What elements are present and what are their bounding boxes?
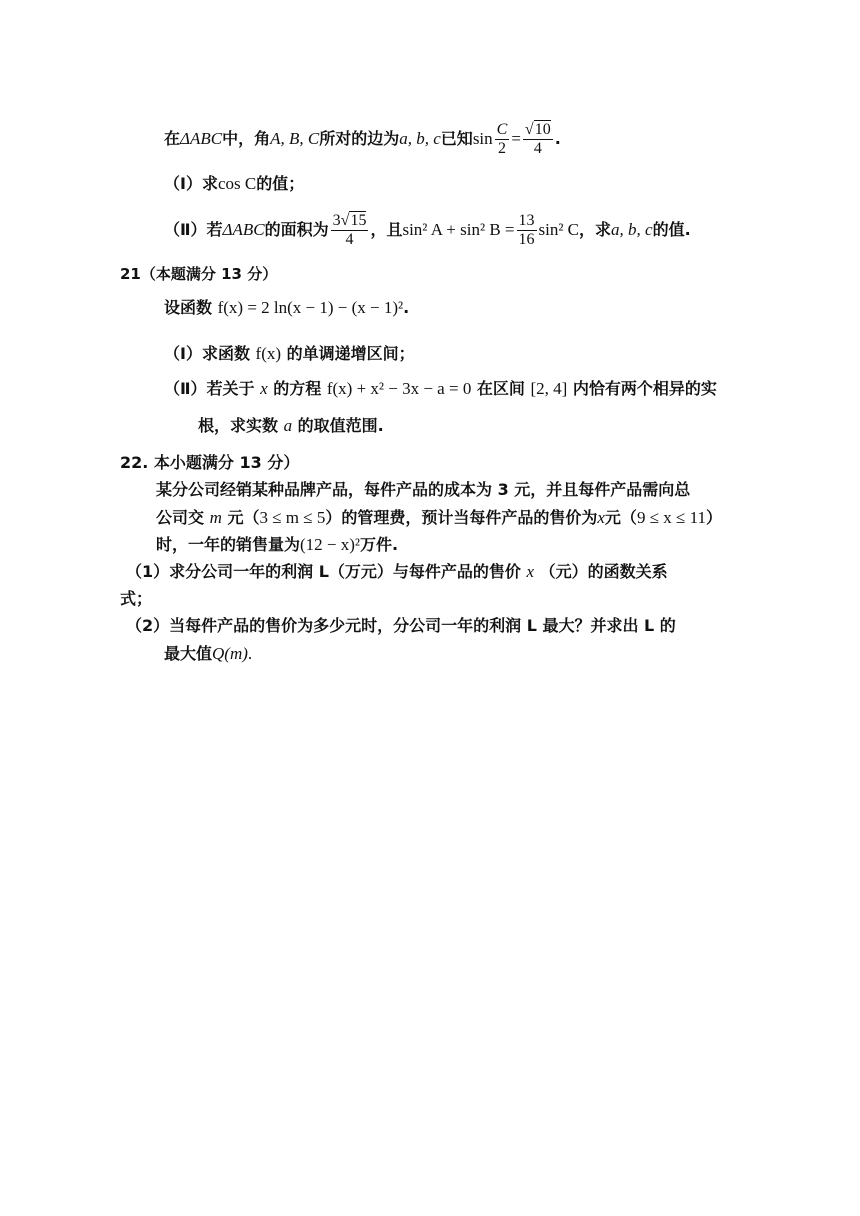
p21-part1-text1: （Ⅰ）求函数 [164, 344, 250, 363]
p21-part2-line1 [164, 379, 717, 399]
p20-sides: a, b, c [399, 129, 441, 148]
p20-intro-mid: 中，角 [222, 129, 271, 148]
p20-part1-tail: 的值； [256, 174, 305, 193]
p21-setup-line [164, 298, 409, 318]
p22-q2-line2 [164, 644, 252, 664]
p22-line3-math: (12 − x)² [300, 535, 361, 554]
p21-part2-text4: 内恰有两个相异的实 [572, 379, 717, 398]
p20-part1-label: （Ⅰ）求 [164, 174, 218, 193]
p22-line2c: ）的管理费，预计当每件产品的售价为 [325, 508, 598, 527]
p21-part1-math: f(x) [255, 344, 282, 363]
p21-part2-line2b: 的取值范围. [297, 416, 384, 435]
p22-q1-line1 [126, 562, 668, 582]
p20-end: . [554, 129, 561, 148]
p22-line2-range2: 9 ≤ x ≤ 11 [636, 508, 706, 527]
p20-angles: A, B, C [270, 129, 320, 148]
p20-area-coef: 3 [332, 212, 341, 229]
p20-frac-sqrt10-den: 4 [533, 140, 542, 157]
p21-header: 21（本题满分 13 分） [120, 265, 278, 283]
p22-q2-math: Q(m) [212, 644, 248, 663]
p22-line2d: 元（ [604, 508, 637, 527]
p20-part2-sides: a, b, c [611, 220, 653, 239]
p20-frac-c-half-den: 2 [497, 140, 506, 157]
p21-part2-line2a: 根，求实数 [198, 416, 279, 435]
p20-part2-label: （Ⅱ）若 [164, 220, 223, 239]
p22-line3b: 万件. [360, 535, 399, 554]
p22-q2-line1: （2）当每件产品的售价为多少元时，分公司一年的利润 L 最大？并求出 L 的 [126, 616, 676, 635]
p21-function-def: f(x) = 2 ln(x − 1) − (x − 1)² [217, 298, 404, 317]
p20-eq2-frac-den: 16 [518, 231, 535, 248]
p22-line1: 某分公司经销某种品牌产品，每件产品的成本为 3 元，并且每件产品需向总 [156, 480, 691, 499]
p20-intro-line [164, 117, 561, 161]
p21-part2-interval: [2, 4] [530, 379, 568, 398]
p21-part2-text1: （Ⅱ）若关于 [164, 379, 255, 398]
p20-part1-math: cos C [217, 174, 257, 193]
p20-part2-text3: ，求 [579, 220, 612, 239]
p22-q2-line2a: 最大值 [164, 644, 213, 663]
p20-intro-text: 在 [164, 129, 181, 148]
p22-line2-x: x [597, 508, 605, 527]
p20-intro-mid2: 所对的边为 [319, 129, 400, 148]
p20-area-rad: 15 [350, 212, 367, 229]
p20-part2-text2: ，且 [370, 220, 403, 239]
p22-line3a: 时，一年的销售量为 [156, 535, 301, 554]
p22-line2 [156, 508, 722, 528]
p20-eq: = [511, 129, 521, 148]
p22-q2-line2b: . [247, 644, 253, 663]
p20-area-den: 4 [345, 231, 354, 248]
p22-q1a: （1）求分公司一年的利润 L（万元）与每件产品的售价 [126, 562, 521, 581]
p20-area-num: 3√15 [332, 212, 367, 229]
p20-part2-tail: 的值. [652, 220, 691, 239]
p22-q1-line2: 式； [120, 589, 153, 608]
p22-header: 22. 本小题满分 13 分） [120, 453, 300, 472]
p22-q1b: （元）的函数关系 [539, 562, 668, 581]
p20-part2-text1: 的面积为 [264, 220, 329, 239]
p22-line2b: 元（ [227, 508, 260, 527]
p20-eq2-frac [517, 212, 537, 249]
p20-eq2-frac-num: 13 [518, 212, 535, 229]
p21-part1-line [164, 344, 415, 364]
p21-part2-eq: f(x) + x² − 3x − a = 0 [326, 379, 472, 398]
p20-part1-line [164, 174, 304, 194]
p21-part2-line2 [198, 416, 384, 436]
p22-line2-m: m [209, 508, 222, 527]
p20-frac-sqrt10 [523, 121, 553, 158]
p21-part2-x: x [260, 379, 268, 398]
p20-area-frac [331, 212, 369, 249]
p21-part2-a: a [283, 416, 293, 435]
p21-part2-text2: 的方程 [273, 379, 322, 398]
p22-q1-x: x [526, 562, 535, 581]
p20-eq2-right: sin² C [538, 220, 580, 239]
p21-part2-text3: 在区间 [476, 379, 525, 398]
p20-sin: sin [472, 129, 493, 148]
p20-part2-tri: ΔABC [222, 220, 265, 239]
p20-frac-c-half-num: C [496, 121, 508, 138]
p20-intro-mid3: 已知 [440, 129, 473, 148]
p20-triangle: ΔABC [180, 129, 223, 148]
p22-line2e: ） [705, 508, 722, 527]
p20-eq2-left: sin² A + sin² B = [402, 220, 515, 239]
p21-part1-text2: 的单调递增区间； [286, 344, 415, 363]
p22-line3 [156, 535, 398, 555]
p20-sqrt10-rad: 10 [534, 121, 551, 138]
p21-setup-end: . [403, 298, 410, 317]
p21-setup-text: 设函数 [164, 298, 213, 317]
p22-line2a: 公司交 [156, 508, 205, 527]
p22-line2-range: 3 ≤ m ≤ 5 [259, 508, 326, 527]
p20-frac-sqrt10-num: √10 [524, 121, 551, 138]
p20-part2-line [164, 208, 691, 252]
p20-frac-c-half [495, 121, 510, 158]
